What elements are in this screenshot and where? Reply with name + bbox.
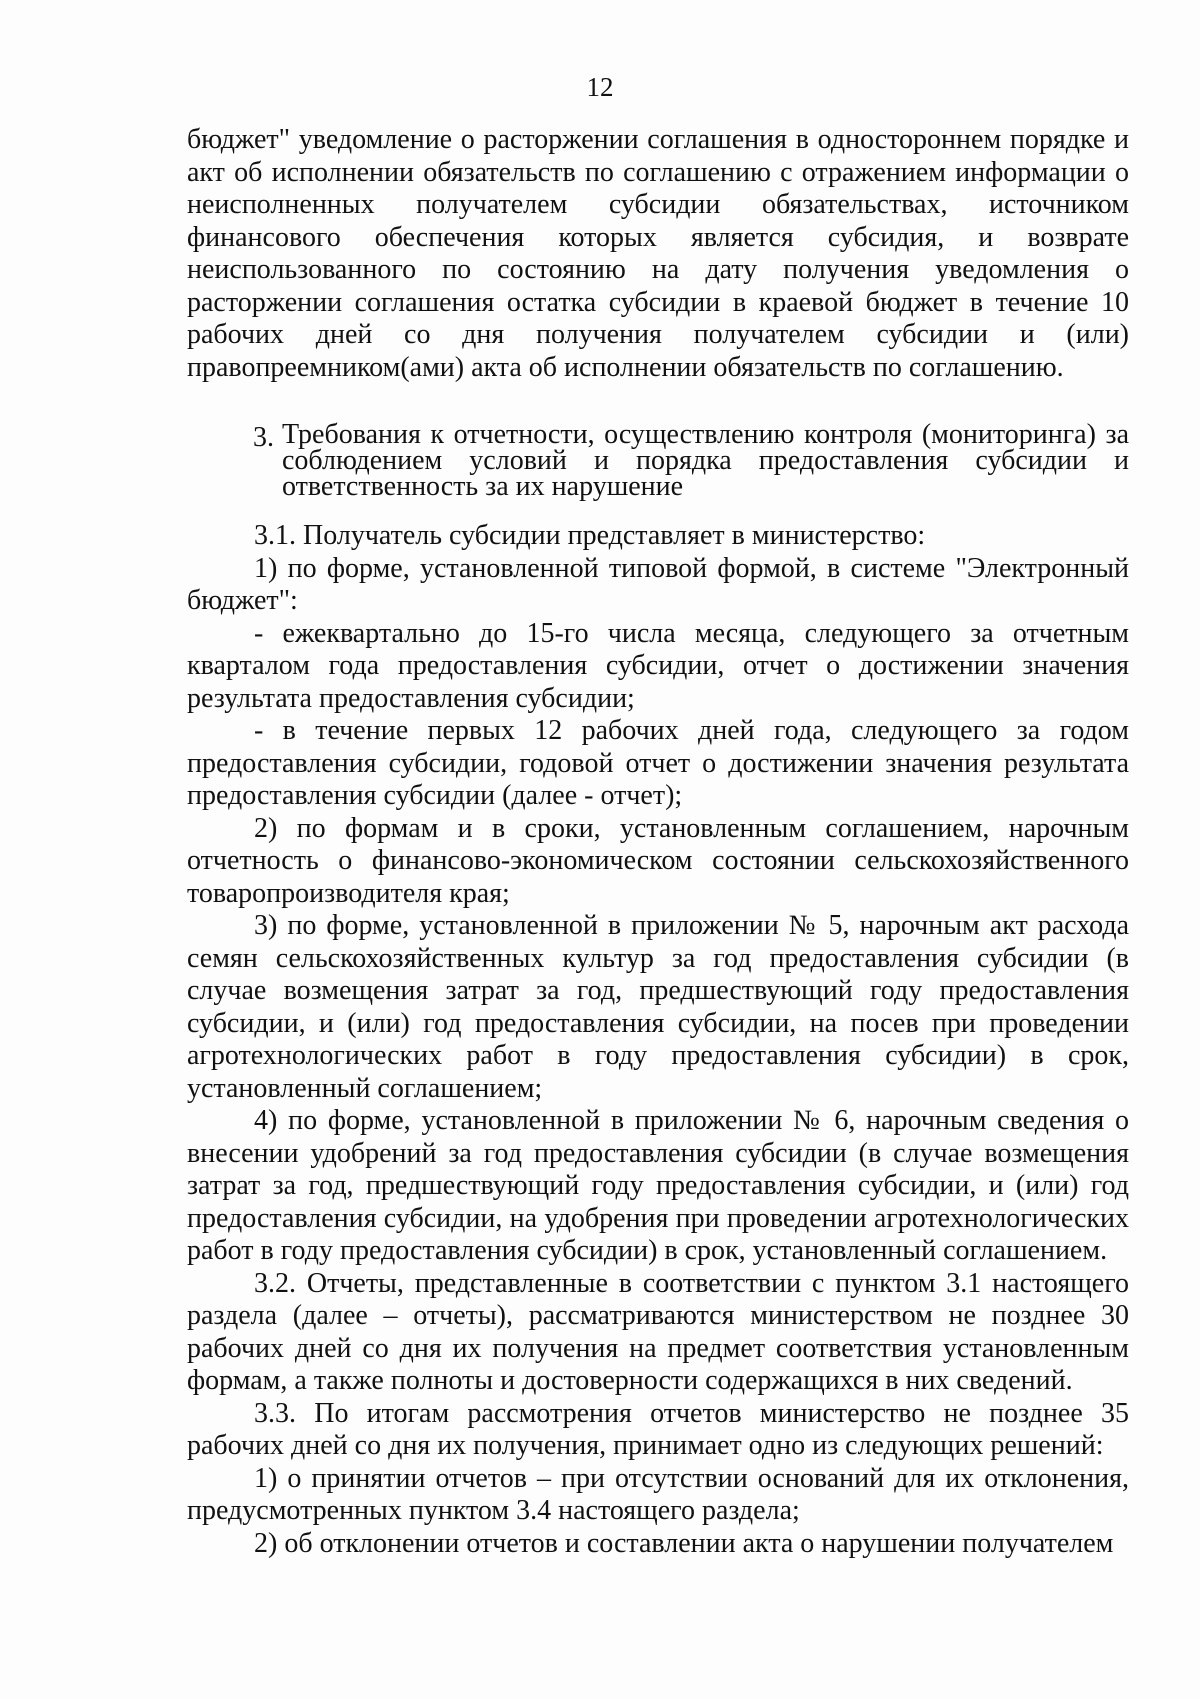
- paragraph-decision-1: 1) о принятии отчетов – при отсутствии оснований для их отклонения, предусмотренных пунктом 3.4 настоящего раздела;: [187, 1462, 1129, 1526]
- paragraph-continuation: бюджет" уведомление о расторжении соглашения в одностороннем порядке и акт об исполнении обязательств по соглашению с отражением информации о неисполненных получателем субсидии обязательствах, источником финансового обеспечения которых является субсидия, и возврате неиспользованного по состоянию на дату получения уведомления о расторжении соглашения остатка субсидии в краевой бюджет в течение 10 рабочих дней со дня получения получателем субсидии и (или) правопреемником(ами) акта об исполнении обязательств по соглашению.: [187, 124, 1129, 383]
- page-number: 12: [586, 72, 614, 102]
- paragraph-quarterly: - ежеквартально до 15-го числа месяца, следующего за отчетным кварталом года предоставления субсидии, отчет о достижении значения результата предоставления субсидии;: [187, 617, 1129, 714]
- paragraph-item-3: 3) по форме, установленной в приложении № 5, нарочным акт расхода семян сельскохозяйственных культур за год предоставления субсидии (в случае возмещения затрат за год, предшествующий году предоставления субсидии, и (или) год предоставления субсидии, на посев при проведении агротехнологических работ в году предоставления субсидии) в срок, установленный соглашением;: [187, 910, 1129, 1104]
- paragraph-decision-2: 2) об отклонении отчетов и составлении акта о нарушении получателем: [254, 1527, 1114, 1559]
- section-heading-number: 3.: [253, 422, 274, 453]
- document-body: [187, 124, 1129, 1560]
- paragraph-3-3: 3.3. По итогам рассмотрения отчетов министерство не позднее 35 рабочих дней со дня их получения, принимает одно из следующих решений:: [187, 1397, 1129, 1461]
- section-heading-text: Требования к отчетности, осуществлению контроля (мониторинга) за соблюдением условий и порядка предоставления субсидии и ответственность за их нарушение: [282, 419, 1129, 502]
- paragraph-3-1: 3.1. Получатель субсидии представляет в министерство:: [254, 520, 926, 551]
- paragraph-item-1: 1) по форме, установленной типовой формой, в системе "Электронный бюджет":: [187, 552, 1129, 616]
- paragraph-3-2: 3.2. Отчеты, представленные в соответствии с пунктом 3.1 настоящего раздела (далее – отчеты), рассматриваются министерством не позднее 30 рабочих дней со дня их получения на предмет соответствия установленным формам, а также полноты и достоверности содержащихся в них сведений.: [187, 1267, 1129, 1396]
- paragraph-item-2: 2) по формам и в сроки, установленным соглашением, нарочным отчетность о финансово-экономическом состоянии сельскохозяйственного товаропроизводителя края;: [187, 812, 1129, 909]
- section-heading: [187, 419, 1129, 502]
- paragraph-annual: - в течение первых 12 рабочих дней года, следующего за годом предоставления субсидии, годовой отчет о достижении значения результата предоставления субсидии (далее - отчет);: [187, 715, 1129, 811]
- paragraph-item-4: 4) по форме, установленной в приложении № 6, нарочным сведения о внесении удобрений за год предоставления субсидии (в случае возмещения затрат за год, предшествующий году предоставления субсидии, и (или) год предоставления субсидии, на удобрения при проведении агротехнологических работ в году предоставления субсидии) в срок, установленный соглашением.: [187, 1105, 1129, 1266]
